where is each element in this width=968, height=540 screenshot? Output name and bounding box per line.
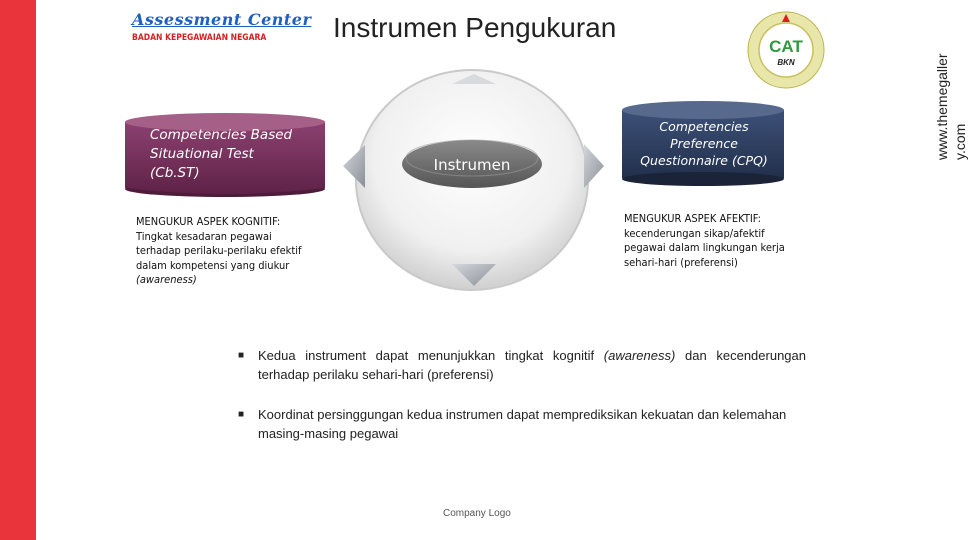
right-desc-line1: MENGUKUR ASPEK AFEKTIF: — [624, 212, 761, 225]
left-arrow-icon — [343, 145, 365, 188]
bullet-item-1 — [236, 346, 806, 384]
left-instrument-description — [136, 215, 336, 288]
company-logo-text: Company Logo — [443, 508, 511, 519]
bullet-marker-icon: ■ — [238, 350, 245, 361]
right-title-line2: Preference — [670, 136, 738, 151]
left-desc-line1: MENGUKUR ASPEK KOGNITIF: — [136, 215, 281, 228]
left-desc-line2: Tingkat kesadaran pegawai — [136, 229, 272, 243]
right-desc-line3: pegawai dalam lingkungan kerja — [624, 241, 785, 254]
bullet-item-2 — [236, 405, 806, 443]
right-desc-line2: kecenderungan sikap/afektif — [624, 226, 765, 240]
page-title: Instrumen Pengukuran — [333, 12, 617, 43]
right-instrument-title — [624, 118, 784, 169]
bullet-marker-icon: ■ — [238, 409, 245, 420]
cat-logo-subtext: BKN — [777, 58, 795, 67]
left-instrument-title — [150, 126, 310, 183]
right-title-line1: Competencies — [659, 119, 749, 134]
right-instrument-description — [624, 212, 820, 270]
assessment-logo-subtitle: BADAN KEPEGAWAIAN NEGARA — [132, 33, 267, 43]
right-arrow-icon — [584, 144, 604, 188]
assessment-logo-title: Assessment Center — [132, 10, 312, 29]
vertical-url-line1: www.themegaller — [934, 53, 950, 160]
left-desc-line4: dalam kompetensi yang diukur — [136, 258, 290, 272]
right-title-line3: Questionnaire (CPQ) — [640, 153, 768, 168]
right-desc-line4: sehari-hari (preferensi) — [624, 255, 738, 269]
bullet-1-suffix: dan kecenderungan terhadap perilaku sehari-hari (preferensi) — [258, 348, 806, 382]
cat-logo-text: CAT — [769, 37, 803, 56]
center-label: Instrumen — [433, 156, 511, 174]
bullet-1-prefix: Kedua instrument dapat menunjukkan tingkat kognitif — [258, 348, 604, 363]
bullet-2-text: Koordinat persinggungan kedua instrumen dapat memprediksikan kekuatan dan kelemahan masing-masing pegawai — [258, 407, 787, 441]
bullet-list — [236, 346, 806, 464]
left-title-line3: (Cb.ST) — [150, 165, 200, 181]
left-title-line1: Competencies Based — [150, 127, 293, 143]
left-desc-line3: terhadap perilaku-perilaku efektif — [136, 244, 302, 257]
bullet-1-italic: (awareness) — [603, 348, 676, 363]
left-desc-italic: (awareness) — [136, 273, 197, 286]
left-title-line2: Situational Test — [150, 146, 254, 162]
vertical-url-line2: y.com — [952, 123, 968, 160]
